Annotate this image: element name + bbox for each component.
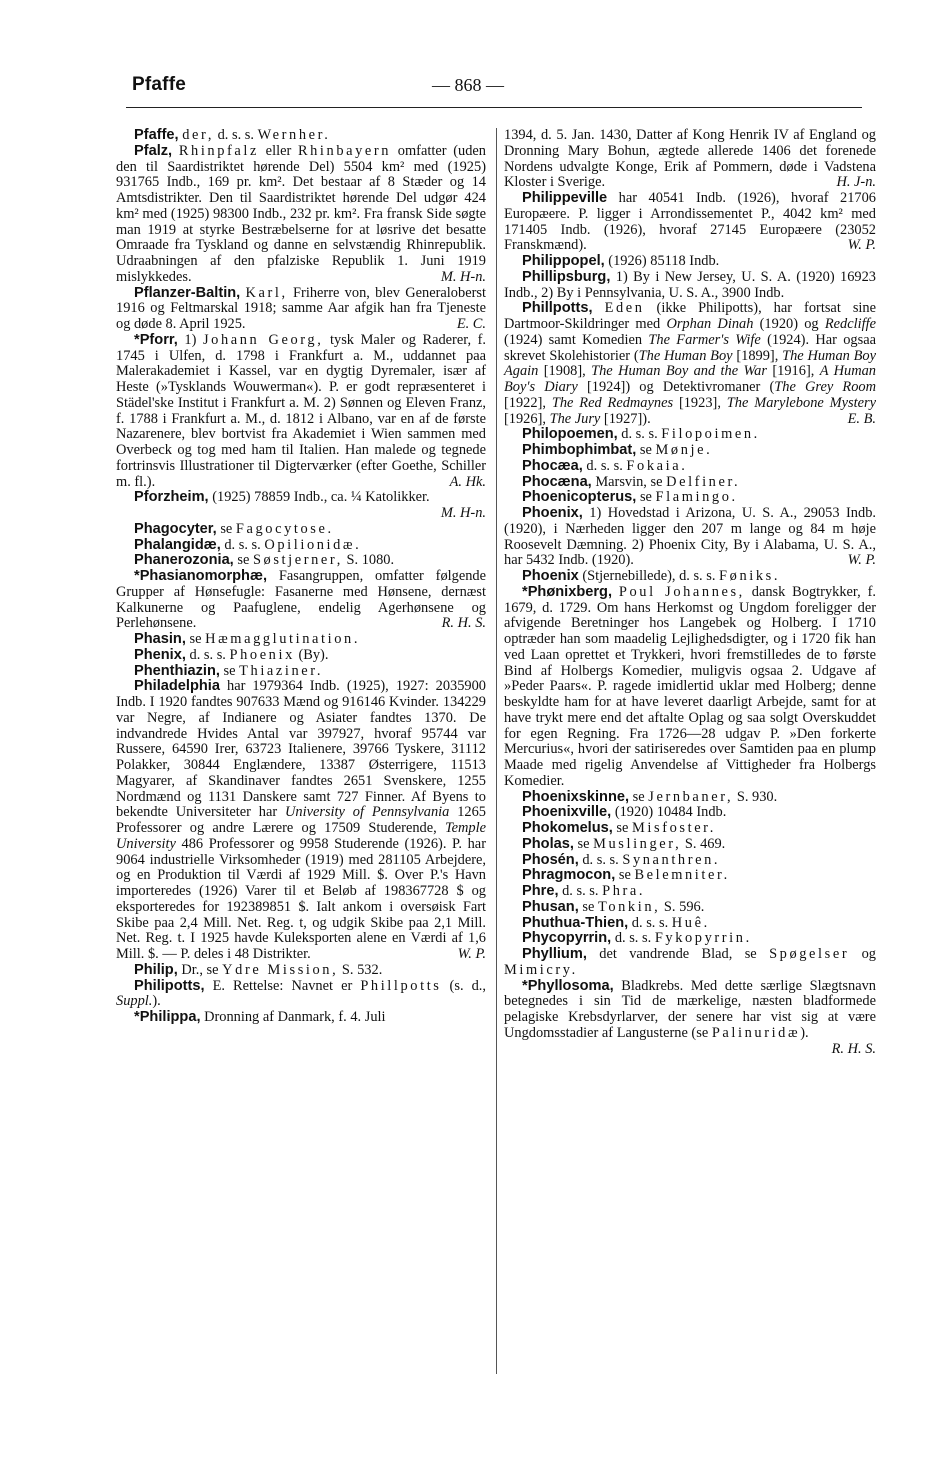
entry-italic: The Farmer's Wife (648, 331, 761, 348)
entry-text: 1) By i New Jersey, U. S. A. (1920) 16923 Indb., 2) By i Pennsylvania, U. S. A., 3900 Indb. (504, 268, 876, 301)
entry-crossref: Palinuridæ (711, 1024, 801, 1041)
entry-text-rest: ). (800, 1024, 809, 1041)
entry (504, 490, 876, 506)
entry-headword: Philip, (134, 961, 178, 978)
entry-text: [1899], (732, 347, 783, 364)
entry-text: [1922], (504, 394, 552, 411)
entry-text: se (185, 631, 206, 647)
entry-crossref: Mimicry. (504, 961, 578, 978)
entry-headword: Phosén, (522, 851, 579, 868)
entry-signature: E. C. (456, 316, 486, 332)
entry-signature: R. H. S. (441, 615, 486, 632)
entry-headword: Philipotts, (134, 977, 205, 994)
entry-text: (ikke Philipotts), har fortsat sine Dartmoor-Skildringer med (504, 300, 876, 332)
entry-text: se (629, 788, 649, 805)
entry-headword: Phanerozonia, (134, 552, 234, 569)
entry (116, 979, 486, 1011)
entry (116, 128, 486, 144)
entry-italic: University of Pennsylvania (285, 804, 450, 821)
entry-crossref: Phillpotts (360, 977, 442, 994)
entry-text: 486 Professorer og 9958 Studerende (1926). P. har 9064 industrielle Virksomheder (1919) med 281105 Arbejdere, og en Produktion til Værdi af 1929 Mill. $. Over P.'s Havn importeredes (1926) Varer til et Beløb af 198367728 $ og eksporteredes for 192389851 $. Ialt ankom i oversøisk Fart Skibe paa 2,4 Mill. Net. Reg. t, og udgik Skibe paa 2,1 Mill. Net. Reg. t. I 1925 havde Kuleksporten alene en Værdi af 1,6 Mill. $. — P. deles i 48 Distrikter. (116, 835, 486, 962)
entry (116, 664, 486, 680)
entry-crossref: Mønje. (655, 442, 713, 458)
entry-text-rest: S. 1080. (342, 552, 395, 569)
entry (116, 632, 486, 648)
entry (504, 506, 876, 569)
entry-headword: Phenix, (134, 646, 186, 663)
entry-signature: W. P. (847, 552, 876, 569)
entry-headword: Phimbophimbat, (522, 442, 637, 458)
entry-headword: Pforzheim, (134, 489, 209, 506)
entry-headword: Pfalz, (134, 142, 173, 159)
entry (116, 490, 486, 522)
entry (504, 301, 876, 427)
entry-headword: Pfaffe, (134, 127, 179, 143)
entry-crossref: Rhinbayern (297, 142, 392, 159)
entry-headword: Phuthua-Thien, (522, 914, 629, 931)
entry-crossref: Huê. (671, 914, 710, 931)
entry (504, 853, 876, 869)
entry-crossref: Fagocytose. (235, 520, 334, 537)
entry-text: Bladkrebs. Med dette særlige Slægtsnavn betegnedes i sin Tid de mærkelige, næsten bladformede pelagiske Krebsdyrlarver, der senere har vist sig at være Ungdomsstadier af Langusterne (se (504, 977, 876, 1041)
entry-star: * (134, 568, 140, 584)
entry-text: d. s. s. (558, 883, 603, 899)
entry-spaced-name: Karl, (245, 284, 288, 301)
entry-text: se (573, 835, 594, 852)
entry-text: har 40541 Indb. (1926), hvoraf 21706 Europæere. P. ligger i Arrondissementet P., 4042 km² med 171405 Indb. (1926), hvoraf 27145 Europæere (23052 Franskmænd). (504, 190, 876, 254)
entry-headword: Phre, (522, 883, 559, 899)
entry-text: 1265 Professorer og andre Lærere og 17509 Studerende, (116, 804, 487, 836)
entry (504, 585, 876, 790)
entry (504, 931, 876, 947)
entry-crossref: Johann Georg, (202, 331, 324, 348)
entry-text: se (636, 489, 656, 506)
entry-signature: R. H. S. (831, 1040, 876, 1057)
entry-text: (1924) samt Komedien (504, 331, 649, 348)
entry-text: se (233, 552, 253, 569)
entry-crossref: Misfoster. (632, 820, 716, 836)
entry-headword: Phocæna, (522, 473, 592, 490)
entry-headword: Phoenicopterus, (522, 489, 637, 506)
left-column (116, 128, 486, 1026)
entry (504, 254, 876, 270)
entry-text: 1394, d. 5. Jan. 1430, Datter af Kong Henrik IV af England og Dronning Mary Bohun, ægtede allerede 1406 det forenede Nordens udvalgte Konge, Erik af Pommern, døde i Vadstena Kloster i Sverige. (504, 127, 876, 191)
entry-text: Dr., se (177, 961, 223, 978)
entry-headword: Phalangidæ, (134, 536, 221, 553)
entry-crossref: Hæmagglutination. (205, 631, 361, 647)
entry-italic: Suppl. (116, 993, 153, 1010)
entry (504, 821, 876, 837)
entry-text: Friherre von, blev Generaloberst 1916 og Feltmarskal 1918; samme Aar afgik han fra Tjeneste og døde 8. April 1925. (116, 284, 486, 332)
entry-text: se (216, 520, 236, 537)
entry (504, 900, 876, 916)
entry-headword: Philippa, (139, 1009, 201, 1025)
entry (504, 805, 876, 821)
entry-spaced-name: Eden (604, 300, 645, 317)
entry-text-rest: ). (152, 993, 161, 1010)
entry-text: [1926], (504, 410, 550, 427)
entry-text: Fasangruppen, omfatter følgende Grupper af Hønsefugle: Fasanerne med Hønsene, dernæst Kalkunerne og Paafuglene, endelig Agerhønsene og Perlehønsene. (116, 568, 486, 632)
entry-text: (1924). Har ogsaa skrevet Skolehistorier ( (504, 331, 876, 364)
entry (116, 648, 486, 664)
entry-headword: Phragmocon, (522, 867, 616, 884)
running-head-word: Pfaffe (132, 74, 186, 95)
entry-text: [1923], (673, 394, 727, 411)
entry-headword: Phusan, (522, 898, 579, 915)
entry-crossref: Føniks. (719, 568, 781, 584)
entry (116, 963, 486, 979)
entry-crossref: Spøgelser (769, 946, 850, 962)
entry (504, 459, 876, 475)
entry-headword: Phycopyrrin, (522, 930, 612, 947)
entry-headword: Phoenixville, (522, 804, 612, 821)
entry (116, 144, 486, 286)
entry-text: [1924]) og Detektivromaner ( (577, 379, 775, 395)
entry-text: eller (258, 142, 298, 159)
entry-headword: Pholas, (522, 835, 574, 852)
entry-italic: Temple University (116, 820, 486, 852)
entry-headword: Pforr, (139, 331, 178, 348)
entry-crossref: Wernher. (257, 127, 331, 143)
entry-text: d. s. s. (185, 646, 230, 663)
entry-text: (1925) 78859 Indb., ca. ¼ Katolikker. (208, 489, 430, 506)
entry-spaced-name: Rhinpfalz (178, 142, 259, 159)
entry-headword: Phocæa, (522, 457, 583, 474)
entry-signature: H. J-n. (836, 174, 876, 191)
entry-headword: Phillipsburg, (522, 268, 611, 285)
entry-text: se (578, 898, 598, 915)
entry-crossref: Ydre Mission, (222, 961, 339, 978)
entry-text: [1916], (766, 363, 820, 380)
entry-signature: A. Hk. (449, 473, 486, 490)
entry-text: Dronning af Danmark, f. 4. Juli (200, 1009, 386, 1025)
entry-italic: The Marylebone Mystery (726, 394, 876, 411)
entry-spaced-name: Poul Johannes, (618, 583, 745, 600)
entry-crossref: Søstjerner, (252, 552, 343, 569)
page-number: — 868 — (432, 75, 504, 95)
entry (504, 270, 876, 302)
entry-signature: M. H-n. (440, 268, 486, 285)
entry-text-rest: omfatter (uden den til Saardistriktet hørende Del) 5504 km² med (1925) 931765 Indb., 169 pr. km². Det bestaar af 8 Stæder og 14 Amtsdistrikter. Den til Saardistriktet hørende Del udgør 424 km² med (1925) 98300 Indb., 232 pr. km². Fra fransk Side søgte man 1919 at styrke Bestræbelserne for at løsrive det besatte Omraade fra Tyskland og danne en selvstændig Rhinrepublik. Udraabningen af den pfalziske Republik 1. Juni 1919 mislykkedes. (116, 142, 486, 285)
entry-text: har 1979364 Indb. (1925), 1927: 2035900 Indb. I 1920 fandtes 907633 Mænd og 916146 Kvinder. 134229 var Negre, af Indianere og Asiater fandtes 1370. De indvandrede Hvides Antal var 397927, hvoraf 95744 var Russere, 64590 Irer, 63723 Italienere, 39766 Tyskere, 31112 Polakker, 30844 Englændere, 13387 Østerrigere, 11513 Magyarer, af Skandinaver fandtes 2651 Svenskere, 1255 Nordmænd og 1131 Danskere samt 727 Finner. Af Byens to bekendte Universiteter har (116, 678, 486, 821)
entry (116, 679, 486, 963)
entry-text: [1908], (538, 363, 592, 380)
entry-headword: Pflanzer-Baltin, (134, 284, 241, 301)
entry-crossref: Filopoimen. (661, 426, 760, 443)
entry-crossref: Synanthren. (622, 851, 721, 868)
entry-text: dansk Bogtrykker, f. 1679, d. 1729. Om hans Herkomst og Ungdom foreligger der afvigende Beretninger hos Langebek og Holberg. I 1710 optræder han som maadelig Lejlighedsdigter, og i 1720 fik han ved Laan oprettet et Trykkeri, hvori fremstilledes de to første Bind af Holbergs Komedier, muligvis ogsaa 2. Udgave af »Peder Paars«. P. ragede imidlertid uklar med Holberg; denne beskyldte ham for at have leveret daarligt Arbejde, samt for at have trykt mere end det aftalte Oplag og saa solgt Overskuddet for egen Regning. Fra 1726—28 udgav P. »Den forkerte Mercurius«, hvori der satiriseredes over Samtiden paa en plump Maade med rigelig Anvendelse af Vittigheder fra Holbergs Komedier. (504, 583, 876, 789)
entry (504, 569, 876, 585)
entry-text: se (612, 820, 633, 836)
entry-crossref: Tonkin, (597, 898, 661, 915)
entry-headword: Phoenixskinne, (522, 788, 630, 805)
entry-italic: Orphan Dinah (666, 316, 754, 332)
entry-text: d. s. s. (628, 914, 672, 931)
entry-crossref: Belemniter. (634, 867, 730, 884)
entry-italic: A Human Boy's Diary (504, 363, 877, 395)
entry-signature: W. P. (847, 237, 876, 254)
entry-text: se (636, 442, 656, 458)
entry-italic: The Grey Room (774, 379, 876, 395)
entry-text: d. s. s. (214, 127, 258, 143)
entry-crossref: Phra. (602, 883, 646, 899)
entry-italic: The Human Boy and the War (591, 363, 767, 380)
entry-text: (1920) 10484 Indb. (611, 804, 727, 821)
entry-italic: Redcliffe (824, 316, 876, 332)
entry-italic: The Human Boy (638, 347, 733, 364)
entry (116, 333, 486, 491)
entry-text-rest: S. 596. (660, 898, 705, 915)
entry (504, 191, 876, 254)
entry-italic: The Jury (549, 410, 601, 427)
entry-headword: Phoenix (522, 568, 579, 584)
entry-signature: M. H-n. (440, 505, 486, 521)
entry-text-rest: S. 930. (733, 788, 778, 805)
entry-text: (1926) 85118 Indb. (604, 253, 720, 269)
entry-headword: Phasin, (134, 631, 186, 647)
entry-text: d. s. s. (220, 536, 265, 553)
entry-text: d. s. s. (617, 426, 662, 443)
entry-text: 1) (177, 331, 203, 348)
entry (116, 538, 486, 554)
entry-text: se (219, 662, 240, 679)
entry (504, 790, 876, 806)
entry (116, 569, 486, 632)
entry (504, 475, 876, 491)
entry (504, 947, 876, 979)
entry (504, 443, 876, 459)
entry-star: * (522, 583, 528, 600)
entry (504, 979, 876, 1058)
entry-text: d. s. s. (578, 851, 623, 868)
entry (504, 884, 876, 900)
entry-text: se (615, 867, 635, 884)
entry-text: d. s. s. (582, 457, 627, 474)
entry (116, 286, 486, 333)
entry-crossref: Flamingo. (655, 489, 738, 506)
entry-crossref: Muslinger, (593, 835, 682, 852)
entry (504, 427, 876, 443)
entry-text: (1920) og (753, 316, 825, 332)
entry-star: * (522, 977, 528, 994)
header-rule (126, 107, 862, 108)
entry-text-rest: og (849, 946, 876, 962)
entry-text-rest: (s. d., (441, 977, 486, 994)
entry-signature: W. P. (457, 946, 486, 962)
entry (116, 553, 486, 569)
entry-headword: Phasianomorphæ, (139, 568, 267, 584)
entry-crossref: Opilionidæ. (264, 536, 362, 553)
entry-headword: Phillpotts, (522, 300, 593, 317)
entry-headword: Philippeville (522, 190, 608, 206)
entry-star: * (134, 1009, 140, 1025)
entry-text-rest: tysk Maler og Raderer, f. 1745 i Ulfen, d. 1798 i Frankfurt a. M., uddannet paa Malerakademiet i Kassel, var en dygtig Dyremaler, især af Heste (»Tysklands Wouwerman«). P. er godt repræsenteret i Städel'ske Institut i Frankfurt a. M. 2) Sønnen og Eleven Franz, f. 1788 i Frankfurt a. M., d. 1812 i Albano, var en af de første Nazarenere, blev bortvist fra Akademiet i Wien sammen med Overbeck og tog med ham til Italien. Han malede og tegnede fortrinsvis Illustrationer til Digterværker (efter Goethe, Schiller m. fl.). (116, 331, 487, 490)
entry-headword: Phagocyter, (134, 520, 217, 537)
entry-headword: Philadelphia (134, 678, 220, 695)
entry-star: * (134, 331, 140, 348)
entry (504, 837, 876, 853)
entry-headword: Phyllosoma, (527, 977, 614, 994)
entry-text: Marsvin, se (591, 473, 667, 490)
entry-spaced-name: der, (182, 127, 215, 143)
entry-text: d. s. s. (611, 930, 655, 947)
entry-text-rest: S. 469. (681, 835, 726, 852)
entry-crossref: Thiaziner. (239, 662, 324, 679)
entry-crossref: Phoenix (229, 646, 295, 663)
entry-text: (Stjernebillede), d. s. s. (578, 568, 720, 584)
entry-crossref: Fokaia. (626, 457, 688, 474)
entry-headword: Phønixberg, (527, 583, 613, 600)
entry-italic: The Red Redmaynes (551, 394, 674, 411)
entry-headword: Phyllium, (522, 946, 587, 962)
entry (504, 916, 876, 932)
entry-crossref: Jernbaner, (648, 788, 734, 805)
entry-headword: Philopoemen, (522, 426, 618, 443)
entry-text: E. Rettelse: Navnet er (204, 977, 361, 994)
entry-italic: The Human Boy Again (504, 347, 876, 380)
entry-crossref: Fykopyrrin. (654, 930, 752, 947)
entry-text: [1927]). (600, 410, 651, 427)
entry-headword: Phokomelus, (522, 820, 613, 836)
entry (504, 868, 876, 884)
entry-text: 1) Hovedstad i Arizona, U. S. A., 29053 Indb. (1920), i Nærheden ligger den 207 m lange og 84 m høje Roosevelt Dæmning. 2) Phoenix City, By i Alabama, U. S. A., har 5432 Indb. (1920). (504, 505, 876, 569)
column-divider (496, 128, 497, 1374)
entry (116, 522, 486, 538)
entry-text-rest: (By). (294, 646, 329, 663)
entry-signature: E. B. (847, 410, 876, 427)
entry-text-rest: S. 532. (338, 961, 383, 978)
entry-crossref: Delfiner. (666, 473, 741, 490)
entry-text: det vandrende Blad, se (586, 946, 770, 962)
entry (116, 1010, 486, 1026)
right-column (504, 128, 876, 1057)
entry-headword: Philippopel, (522, 253, 605, 269)
entry-headword: Phenthiazin, (134, 662, 220, 679)
entry-headword: Phoenix, (522, 505, 583, 521)
entry (504, 128, 876, 191)
